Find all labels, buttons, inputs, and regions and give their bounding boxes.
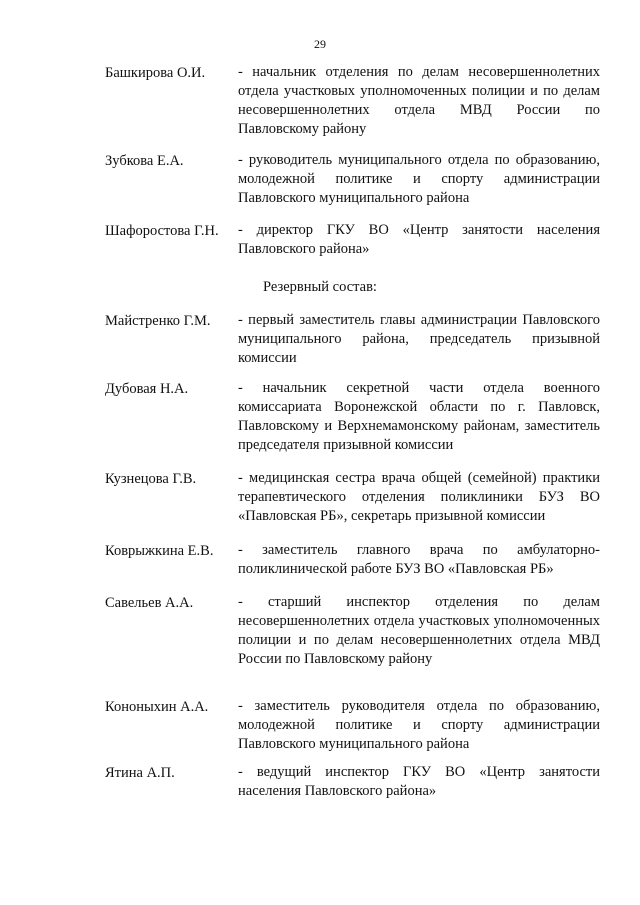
page-number: 29 [314,37,326,51]
member-name: Ятина А.П. [105,765,175,781]
member-position: - заместитель главного врача по амбулаторно-поликлинической работе БУЗ ВО «Павловская РБ» [238,542,600,577]
section-heading: Резервный состав: [263,279,377,295]
list-item [105,593,600,673]
list-item [105,63,600,143]
member-position: - руководитель муниципального отдела по образованию, молодежной политике и спорту администрации Павловского муниципального района [238,152,600,206]
member-name: Кузнецова Г.В. [105,471,197,487]
member-name: Савельев А.А. [105,595,194,611]
list-item [105,379,600,459]
member-name: Коврыжкина Е.В. [105,543,214,559]
member-name: Майстренко Г.М. [105,313,211,329]
member-position: - заместитель руководителя отдела по образованию, молодежной политике и спорту администрации Павловского муниципального района [238,698,600,752]
member-name: Кононыхин А.А. [105,699,209,715]
list-item [105,151,600,231]
member-position: - первый заместитель главы администрации Павловского муниципального района, председатель призывной комиссии [238,312,600,366]
member-name: Шафоростова Г.Н. [105,223,219,239]
member-position: - медицинская сестра врача общей (семейной) практики терапевтического отделения поликлиники БУЗ ВО «Павловская РБ», секретарь призывной комиссии [238,470,600,524]
list-item [105,763,600,843]
member-name: Башкирова О.И. [105,65,206,81]
member-position: - старший инспектор отделения по делам несовершеннолетних отдела участковых уполномоченных полиции и по делам несовершеннолетних отдела МВД России по Павловскому району [238,594,600,667]
member-position: - начальник отделения по делам несовершеннолетних отдела участковых уполномоченных полиции и по делам несовершеннолетних отдела МВД России по Павловскому району [238,64,600,137]
list-item [105,469,600,549]
member-name: Дубовая Н.А. [105,381,189,397]
member-position: - ведущий инспектор ГКУ ВО «Центр занятости населения Павловского района» [238,764,600,799]
member-position: - начальник секретной части отдела военного комиссариата Воронежской области по г. Павловск, Павловскому и Верхнемамонскому районам, заместитель председателя призывной комиссии [238,380,600,453]
member-position: - директор ГКУ ВО «Центр занятости населения Павловского района» [238,222,600,257]
member-name: Зубкова Е.А. [105,153,184,169]
